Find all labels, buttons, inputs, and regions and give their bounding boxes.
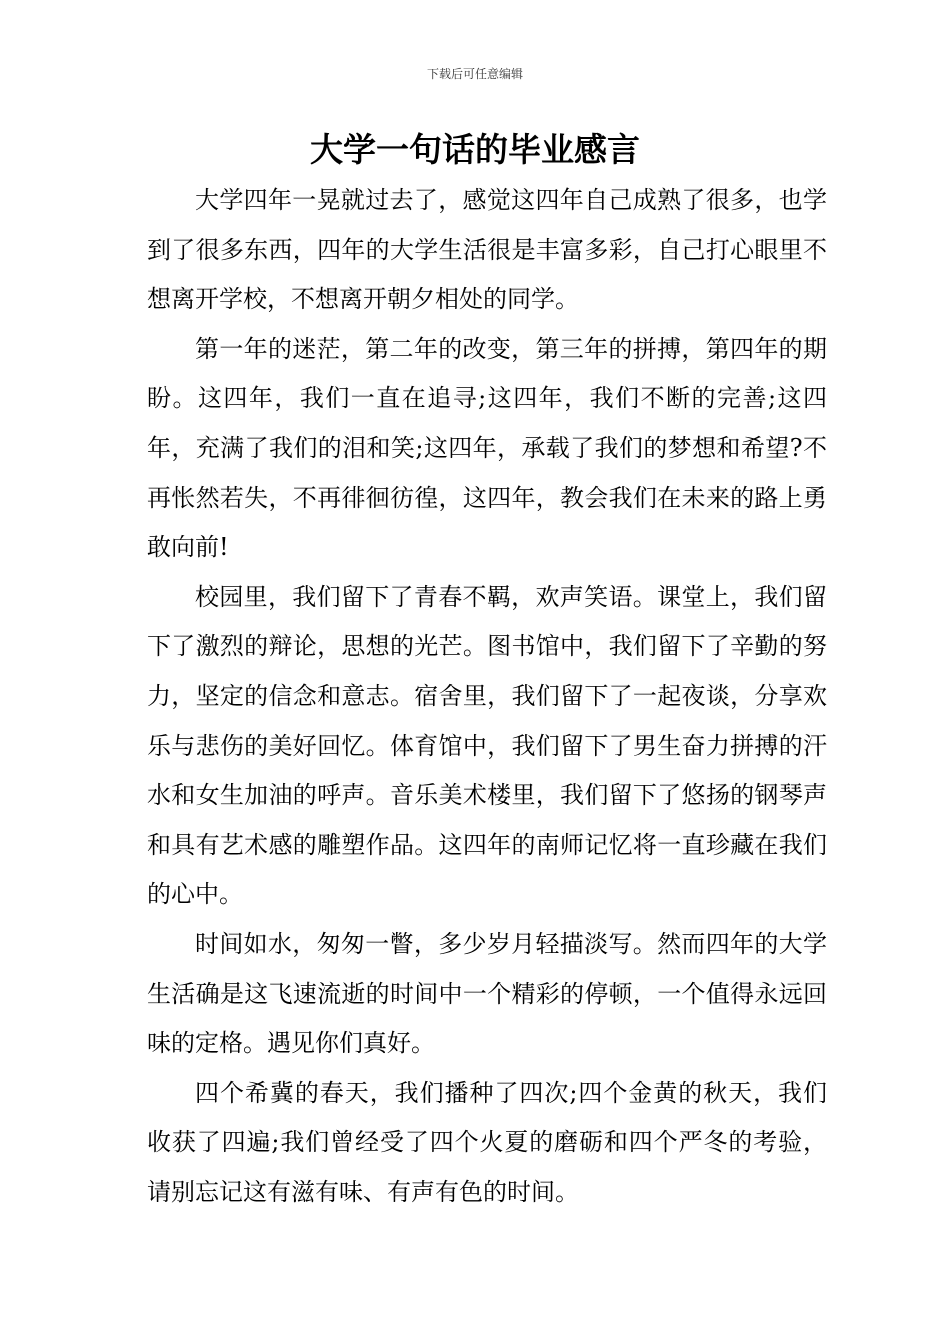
document-body [147,176,827,1217]
paragraph-1: 大学四年一晃就过去了，感觉这四年自己成熟了很多，也学到了很多东西，四年的大学生活很是丰富多彩，自己打心眼里不想离开学校，不想离开朝夕相处的同学。 [147,186,827,314]
paragraph-2: 第一年的迷茫，第二年的改变，第三年的拼搏，第四年的期盼。这四年，我们一直在追寻;这四年，我们不断的完善;这四年，充满了我们的泪和笑;这四年，承载了我们的梦想和希望?不再怅然若失，不再徘徊彷徨，这四年，教会我们在未来的路上勇敢向前! [147,334,827,562]
document-title: 大学一句话的毕业感言 [310,130,640,169]
header-note: 下载后可任意编辑 [426,67,523,81]
paragraph-3: 校园里，我们留下了青春不羁，欢声笑语。课堂上，我们留下了激烈的辩论，思想的光芒。图书馆中，我们留下了辛勤的努力，坚定的信念和意志。宿舍里，我们留下了一起夜谈，分享欢乐与悲伤的美好回忆。体育馆中，我们留下了男生奋力拼搏的汗水和女生加油的呼声。音乐美术楼里，我们留下了悠扬的钢琴声和具有艺术感的雕塑作品。这四年的南师记忆将一直珍藏在我们的心中。 [147,582,827,909]
paragraph-5: 四个希冀的春天，我们播种了四次;四个金黄的秋天，我们收获了四遍;我们曾经受了四个火夏的磨砺和四个严冬的考验，请别忘记这有滋有味、有声有色的时间。 [147,1078,827,1206]
paragraph-4: 时间如水，匆匆一瞥，多少岁月轻描淡写。然而四年的大学生活确是这飞速流逝的时间中一个精彩的停顿，一个值得永远回味的定格。遇见你们真好。 [147,929,827,1058]
